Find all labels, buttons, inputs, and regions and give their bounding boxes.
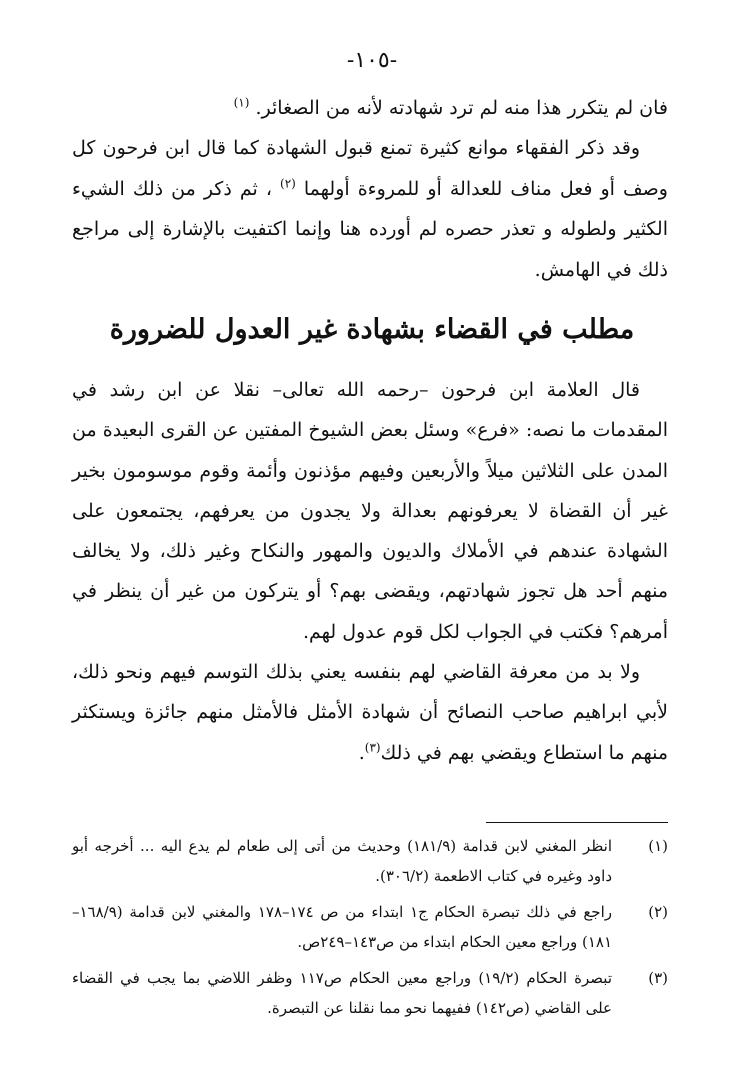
footnote-text: راجع في ذلك تبصرة الحكام ج١ ابتداء من ص ١٧٤–١٧٨ والمغني لابن قدامة (١٦٨/٩–١٨١) وراجع معين الحكام ابتداء من ص١٤٣–٢٤٩ص. xyxy=(72,903,612,951)
section-paragraph-2-end: . xyxy=(358,741,365,764)
footnote-ref-1: (١) xyxy=(233,95,250,110)
section-title: مطلب في القضاء بشهادة غير العدول للضرورة xyxy=(109,314,635,345)
footnote-ref-2: (٢) xyxy=(280,176,296,191)
footnote-number: (٣) xyxy=(648,969,668,987)
intro-text xyxy=(72,88,668,290)
footnote-ref-3: (٣) xyxy=(364,740,381,755)
intro-paragraph-2-part-2: ، ثم ذكر من ذلك الشيء الكثير ولطوله و تعذر حصره لم أورده هنا وإنما اكتفيت بالإشارة إلى مراجع ذلك في الهامش. xyxy=(72,177,668,281)
section-paragraph-2 xyxy=(72,652,668,773)
intro-line-1: فان لم يتكرر هذا منه لم ترد شهادته لأنه من الصغائر. xyxy=(255,97,668,119)
page-number: -١٠٥- xyxy=(346,48,398,73)
footnote-number: (٢) xyxy=(648,903,668,921)
section-paragraph-1: قال العلامة ابن فرحون –رحمه الله تعالى– نقلا عن ابن رشد في المقدمات ما نصه: «فرع» وسئل بعض الشيوخ المفتين عن القرى البعيدة من المدن على الثلاثين ميلاً والأربعين وفيهم مؤذنون وأئمة وقوم موسومون بخير غير أن القضاة لا يعرفونهم بعدالة ولا يجدون من يعرفهم، يجتمعون على الشهادة عندهم في الأملاك والديون والمهور والنكاح وغير ذلك، ولا يخالف منهم أحد هل تجوز شهادتهم، ويقضى بهم؟ أو يتركون من غير أن ينظر في أمرهم؟ فكتب في الجواب لكل قوم عدول لهم. xyxy=(72,379,668,643)
footnote-text: انظر المغني لابن قدامة (١٨١/٩) وحديث من أتى إلى طعام لم يدع اليه ... أخرجه أبو داود وغيره في كتاب الاطعمة (٣٠٦/٢). xyxy=(72,837,612,885)
footnote-number: (١) xyxy=(648,837,668,855)
footnote-divider xyxy=(486,822,668,823)
footnotes xyxy=(72,832,668,1030)
footnote-1 xyxy=(72,832,668,891)
intro-paragraph-2-part-1: وقد ذكر الفقهاء موانع كثيرة تمنع قبول الشهادة كما قال ابن فرحون كل وصف أو فعل مناف للعدالة أو للمروءة أولهما xyxy=(72,137,668,200)
footnote-text: تبصرة الحكام (١٩/٢) وراجع معين الحكام ص١١٧ وظفر اللاضي بما يجب في القضاء على القاضي (ص١٤٢) ففيهما نحو مما نقلنا عن التبصرة. xyxy=(72,969,613,1017)
intro-paragraph-2 xyxy=(72,128,668,290)
section-text xyxy=(72,370,668,773)
section-paragraph-2-text: ولا بد من معرفة القاضي لهم بنفسه يعني بذلك التوسم فيهم ونحو ذلك، لأبي ابراهيم صاحب النصائح أن شهادة الأمثل فالأمثل منهم جائزة ويستكثر منهم ما استطاع ويقضي بهم في ذلك xyxy=(72,661,668,764)
footnote-3 xyxy=(72,964,668,1023)
intro-paragraph-1 xyxy=(72,88,668,128)
footnote-2 xyxy=(72,898,668,957)
